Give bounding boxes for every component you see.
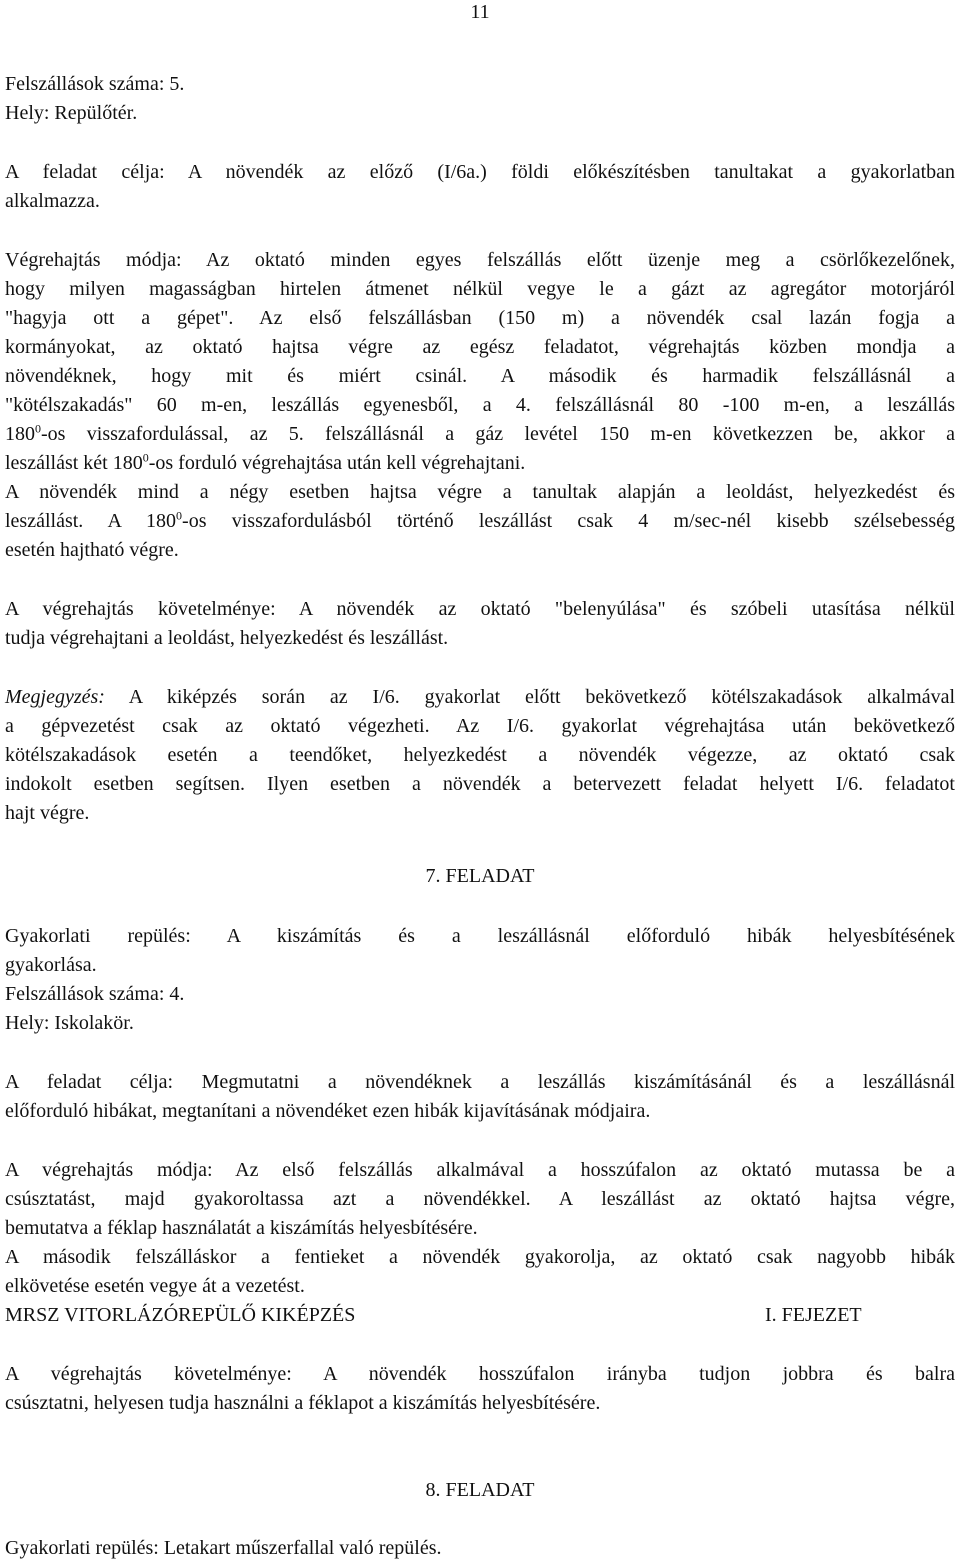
location: Hely: Repülőtér.	[5, 102, 138, 124]
section-heading-8: 8. FELADAT	[425, 1479, 535, 1501]
task-goal-line-2: alkalmazza.	[5, 190, 100, 212]
requirement-7-line-1: A végrehajtás követelménye: A növendék hosszúfalon irányba tudjon jobbra és balra	[5, 1363, 955, 1385]
execution-line-5: növendéknek, hogy mit és miért csinál. A második és harmadik felszállásnál a	[5, 365, 955, 387]
note-line-4: indokolt esetben segítsen. Ilyen esetben a növendék a betervezett feladat helyett I/6. feladatot	[5, 773, 955, 795]
method-7-line-5: elkövetése esetén vegye át a vezetést.	[5, 1275, 305, 1297]
execution-line-11: esetén hajtható végre.	[5, 539, 179, 561]
requirement-7-line-2: csúsztatni, helyesen tudja használni a féklapot a kiszámítás helyesbítésére.	[5, 1392, 601, 1414]
execution-line-10: leszállást. A $180^0-os$ visszafordulásból történő leszállást csak 4 m/sec-nél kisebb szélsebesség	[5, 508, 955, 532]
note-line-1: Megjegyzés: A kiképzés során az I/6. gyakorlat előtt bekövetkező kötélszakadások alkalmával	[5, 686, 955, 708]
requirement-line-2: tudja végrehajtani a leoldást, helyezkedést és leszállást.	[5, 627, 449, 649]
execution-line-6: "kötélszakadás" 60 m-en, leszállás egyenesből, a 4. felszállásnál 80 -100 m-en, a leszállás	[5, 394, 955, 416]
execution-line-3: "hagyja ott a gépet". Az első felszállásban (150 m) a növendék csal lazán fogja a	[5, 307, 955, 329]
takeoff-count: Felszállások száma: 5.	[5, 73, 185, 95]
flight-title-line-1: Gyakorlati repülés: A kiszámítás és a leszállásnál előforduló hibák helyesbítésének	[5, 925, 955, 947]
location-7: Hely: Iskolakör.	[5, 1012, 134, 1034]
execution-line-4: kormányokat, az oktató hajtsa végre az egész feladatot, végrehajtás közben mondja a	[5, 336, 955, 358]
running-footer-left: MRSZ VITORLÁZÓREPÜLŐ KIKÉPZÉS	[5, 1304, 356, 1326]
running-footer-right: I. FEJEZET	[765, 1304, 862, 1326]
method-7-line-3: bemutatva a féklap használatát a kiszámítás helyesbítésére.	[5, 1217, 478, 1239]
execution-line-8: leszállást két $180^0-os$ forduló végrehajtása után kell végrehajtani.	[5, 450, 526, 474]
flight-title-line-2: gyakorlása.	[5, 954, 97, 976]
requirement-line-1: A végrehajtás követelménye: A növendék az oktató "belenyúlása" és szóbeli utasítása nélkül	[5, 598, 955, 620]
note-label: Megjegyzés:	[5, 686, 105, 708]
method-7-line-1: A végrehajtás módja: Az első felszállás alkalmával a hosszúfalon az oktató mutassa be a	[5, 1159, 955, 1181]
section-heading-7: 7. FELADAT	[425, 865, 535, 887]
note-line-5: hajt végre.	[5, 802, 90, 824]
method-7-line-2: csúsztatást, majd gyakoroltassa azt a növendékkel. A leszállást az oktató hajtsa végre,	[5, 1188, 955, 1210]
execution-line-2: hogy milyen magasságban hirtelen átmenet nélkül vegye le a gázt az agregátor motorjáról	[5, 278, 955, 300]
page-number: 11	[470, 1, 490, 23]
execution-line-9: A növendék mind a négy esetben hajtsa végre a tanultak alapján a leoldást, helyezkedést és	[5, 481, 955, 503]
execution-line-1: Végrehajtás módja: Az oktató minden egyes felszállás előtt üzenje meg a csörlőkezelőnek,	[5, 249, 955, 271]
note-line-3: kötélszakadások esetén a teendőket, helyezkedést a növendék végezze, az oktató csak	[5, 744, 955, 766]
goal-7-line-2: előforduló hibákat, megtanítani a növendéket ezen hibák kijavításának módjaira.	[5, 1100, 651, 1122]
task-goal-line-1: A feladat célja: A növendék az előző (I/6a.) földi előkészítésben tanultakat a gyakorlatban	[5, 161, 955, 183]
method-7-line-4: A második felszálláskor a fentieket a növendék gyakorolja, az oktató csak nagyobb hibák	[5, 1246, 955, 1268]
execution-line-7: $180^0-os$ visszafordulással, az 5. felszállásnál a gáz levétel 150 m-en következzen be, akkor a	[5, 421, 955, 445]
flight-title-8: Gyakorlati repülés: Letakart műszerfallal való repülés.	[5, 1537, 442, 1559]
goal-7-line-1: A feladat célja: Megmutatni a növendéknek a leszállás kiszámításánál és a leszállásnál	[5, 1071, 955, 1093]
note-line-2: a gépvezetést csak az oktató végezheti. Az I/6. gyakorlat végrehajtása után bekövetkező	[5, 715, 955, 737]
takeoff-count-7: Felszállások száma: 4.	[5, 983, 185, 1005]
